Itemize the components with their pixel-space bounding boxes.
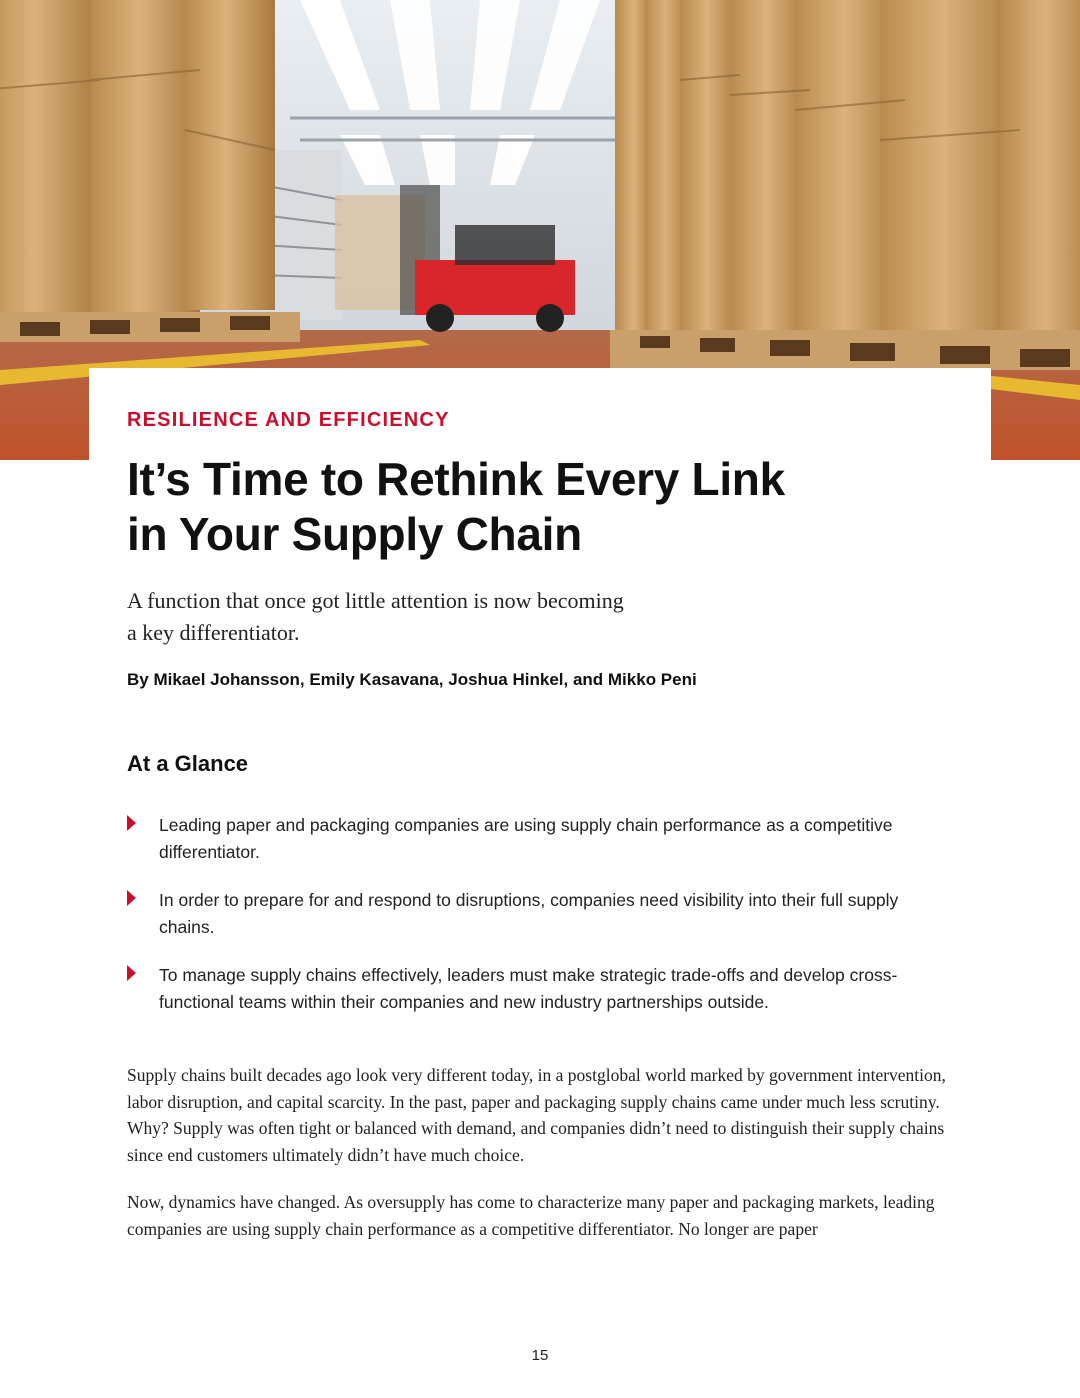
- body-paragraph: Supply chains built decades ago look very different today, in a postglobal world marked by government intervention, labor disruption, and capital scarcity. In the past, paper and packaging supply chains came under much less scrutiny. Why? Supply was often tight or balanced with demand, and companies didn’t need to distinguish their supply chains since end customers ultimately didn’t have much choice.: [127, 1065, 946, 1165]
- article-title: [127, 452, 887, 562]
- list-item-text: In order to prepare for and respond to disruptions, companies need visibility into their full supply chains.: [159, 890, 899, 937]
- list-item: [127, 962, 957, 1016]
- article-subtitle-line-2: a key differentiator.: [127, 620, 300, 645]
- list-item-text: To manage supply chains effectively, leaders must make strategic trade-offs and develop cross-functional teams within their companies and new industry partnerships outside.: [159, 965, 898, 1012]
- at-a-glance-list: [127, 812, 957, 1037]
- body-paragraph: Now, dynamics have changed. As oversupply has come to characterize many paper and packaging markets, leading companies are using supply chain performance as a competitive differentiator. No longer are paper: [127, 1192, 935, 1239]
- article-body: [127, 1062, 957, 1263]
- author-byline: By Mikael Johansson, Emily Kasavana, Joshua Hinkel, and Mikko Peni: [127, 670, 697, 689]
- page-number: 15: [531, 1347, 549, 1364]
- at-a-glance-heading: At a Glance: [127, 751, 249, 776]
- article-title-line-2: in Your Supply Chain: [127, 508, 582, 560]
- list-item-text: Leading paper and packaging companies are using supply chain performance as a competitive differentiator.: [159, 815, 893, 862]
- article-title-line-1: It’s Time to Rethink Every Link: [127, 453, 785, 505]
- triangle-right-icon: [127, 815, 136, 831]
- triangle-right-icon: [127, 890, 136, 906]
- article-subtitle-line-1: A function that once got little attention is now becoming: [127, 588, 624, 613]
- article-subtitle: [127, 585, 687, 649]
- section-kicker: RESILIENCE AND EFFICIENCY: [127, 409, 450, 431]
- list-item: [127, 887, 957, 941]
- list-item: [127, 812, 957, 866]
- triangle-right-icon: [127, 965, 136, 981]
